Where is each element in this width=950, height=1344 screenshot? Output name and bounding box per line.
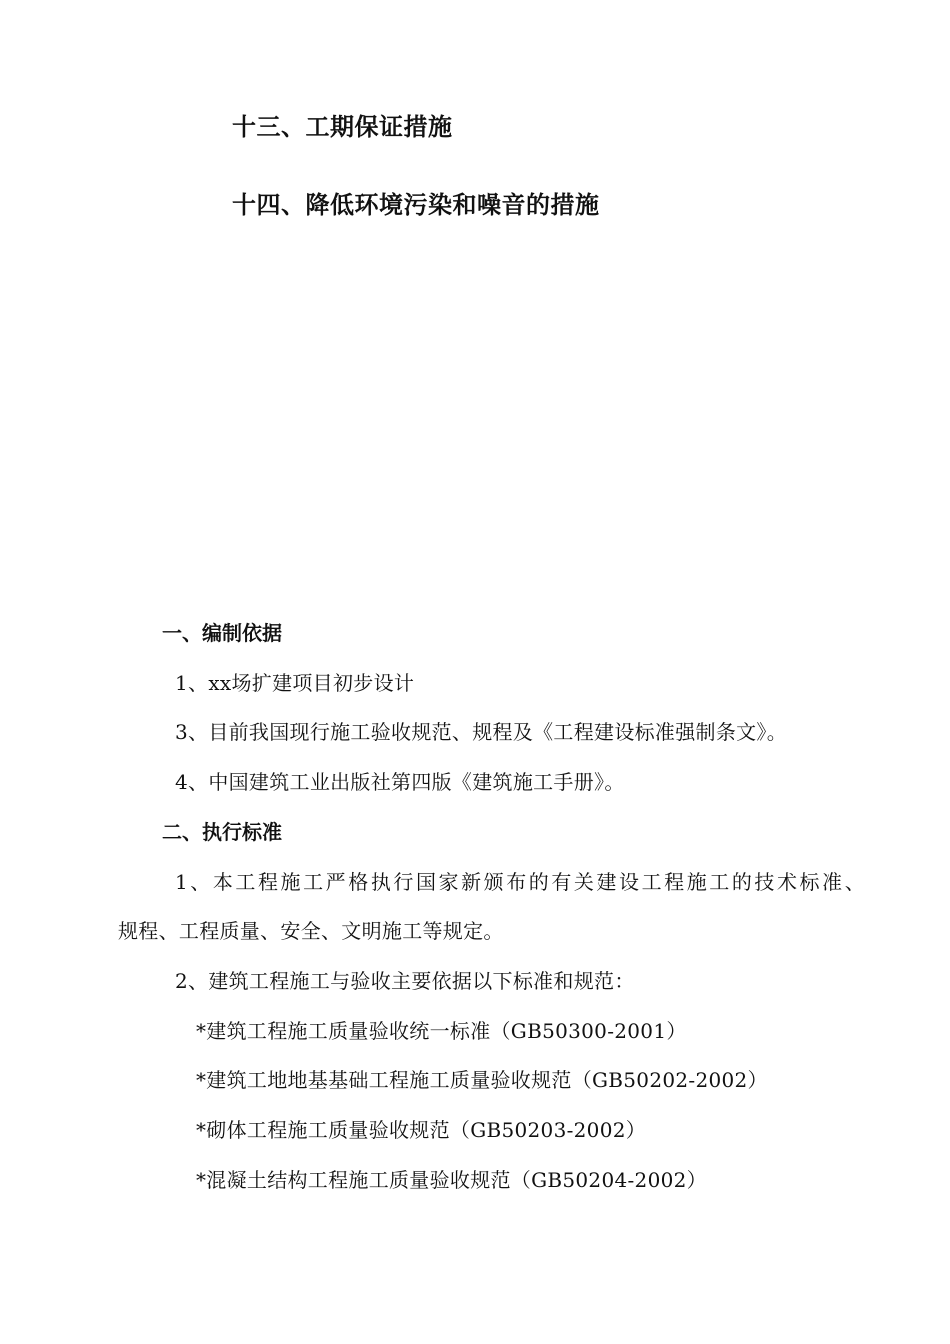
standard-paragraph-1-line-1: 1、本工程施工严格执行国家新颁布的有关建设工程施工的技术标准、 <box>175 870 865 894</box>
standard-list-item: *砌体工程施工质量验收规范（GB50203-2002） <box>196 1118 647 1142</box>
standard-list-item: *混凝土结构工程施工质量验收规范（GB50204-2002） <box>196 1168 707 1192</box>
standard-list-item: *建筑工程施工质量验收统一标准（GB50300-2001） <box>196 1019 687 1043</box>
basis-item-1: 1、xx场扩建项目初步设计 <box>175 671 415 695</box>
toc-item-13: 十三、工期保证措施 <box>232 113 453 141</box>
section-2-heading: 二、执行标准 <box>162 820 282 844</box>
standard-paragraph-1-line-2: 规程、工程质量、安全、文明施工等规定。 <box>118 919 504 943</box>
basis-item-3: 3、目前我国现行施工验收规范、规程及《工程建设标准强制条文》。 <box>175 720 788 744</box>
section-1-heading: 一、编制依据 <box>162 621 282 645</box>
toc-item-14: 十四、降低环境污染和噪音的措施 <box>232 191 600 219</box>
basis-item-4: 4、中国建筑工业出版社第四版《建筑施工手册》。 <box>175 770 625 794</box>
standard-list-item: *建筑工地地基基础工程施工质量验收规范（GB50202-2002） <box>196 1068 768 1092</box>
standard-paragraph-2: 2、建筑工程施工与验收主要依据以下标准和规范： <box>175 969 635 993</box>
